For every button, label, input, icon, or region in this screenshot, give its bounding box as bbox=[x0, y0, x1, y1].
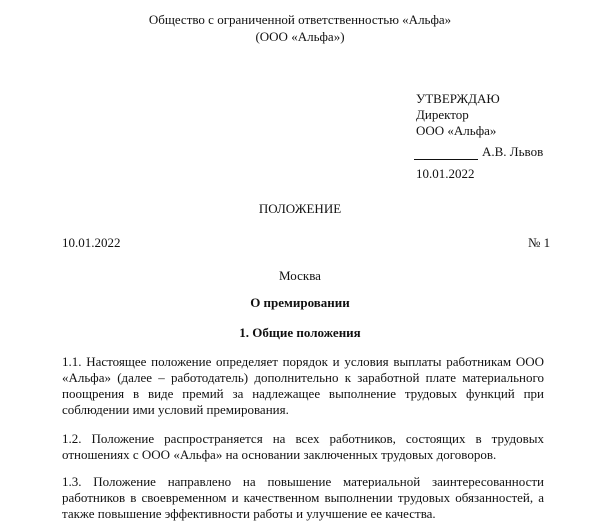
document-subject: О премировании bbox=[250, 295, 350, 310]
organization-short-name: (ООО «Альфа») bbox=[255, 29, 345, 44]
document-city: Москва bbox=[279, 268, 321, 283]
document-type-title: ПОЛОЖЕНИЕ bbox=[258, 201, 342, 216]
organization-full-name: Общество с ограниченной ответственностью «Альфа» bbox=[148, 12, 452, 27]
document-number: № 1 bbox=[528, 235, 551, 250]
approval-organization: ООО «Альфа» bbox=[416, 123, 497, 138]
paragraph-1-3: 1.3. Положение направлено на повышение материальной заинтересованности работников в своевременном и качественном выполнении трудовых обязанностей, а также повышение эффективности работы и улучшение ее качества. bbox=[62, 474, 544, 521]
approval-position: Директор bbox=[416, 107, 469, 122]
document-date: 10.01.2022 bbox=[62, 235, 121, 250]
approval-signer: А.В. Львов bbox=[482, 144, 544, 159]
approval-date: 10.01.2022 bbox=[416, 166, 475, 181]
section-heading: 1. Общие положения bbox=[239, 325, 361, 340]
paragraph-1-1: 1.1. Настоящее положение определяет порядок и условия выплаты работникам ООО «Альфа» (далее – работодатель) дополнительно к заработной плате материального поощрения в виде премий за надлежащее выполнение трудовых функций при соблюдении ими условий премирования. bbox=[62, 354, 544, 417]
signature-line bbox=[414, 159, 478, 160]
approval-title: УТВЕРЖДАЮ bbox=[416, 91, 500, 106]
paragraph-1-2: 1.2. Положение распространяется на всех работников, состоящих в трудовых отношениях с ООО «Альфа» на основании заключенных трудовых договоров. bbox=[62, 431, 544, 462]
